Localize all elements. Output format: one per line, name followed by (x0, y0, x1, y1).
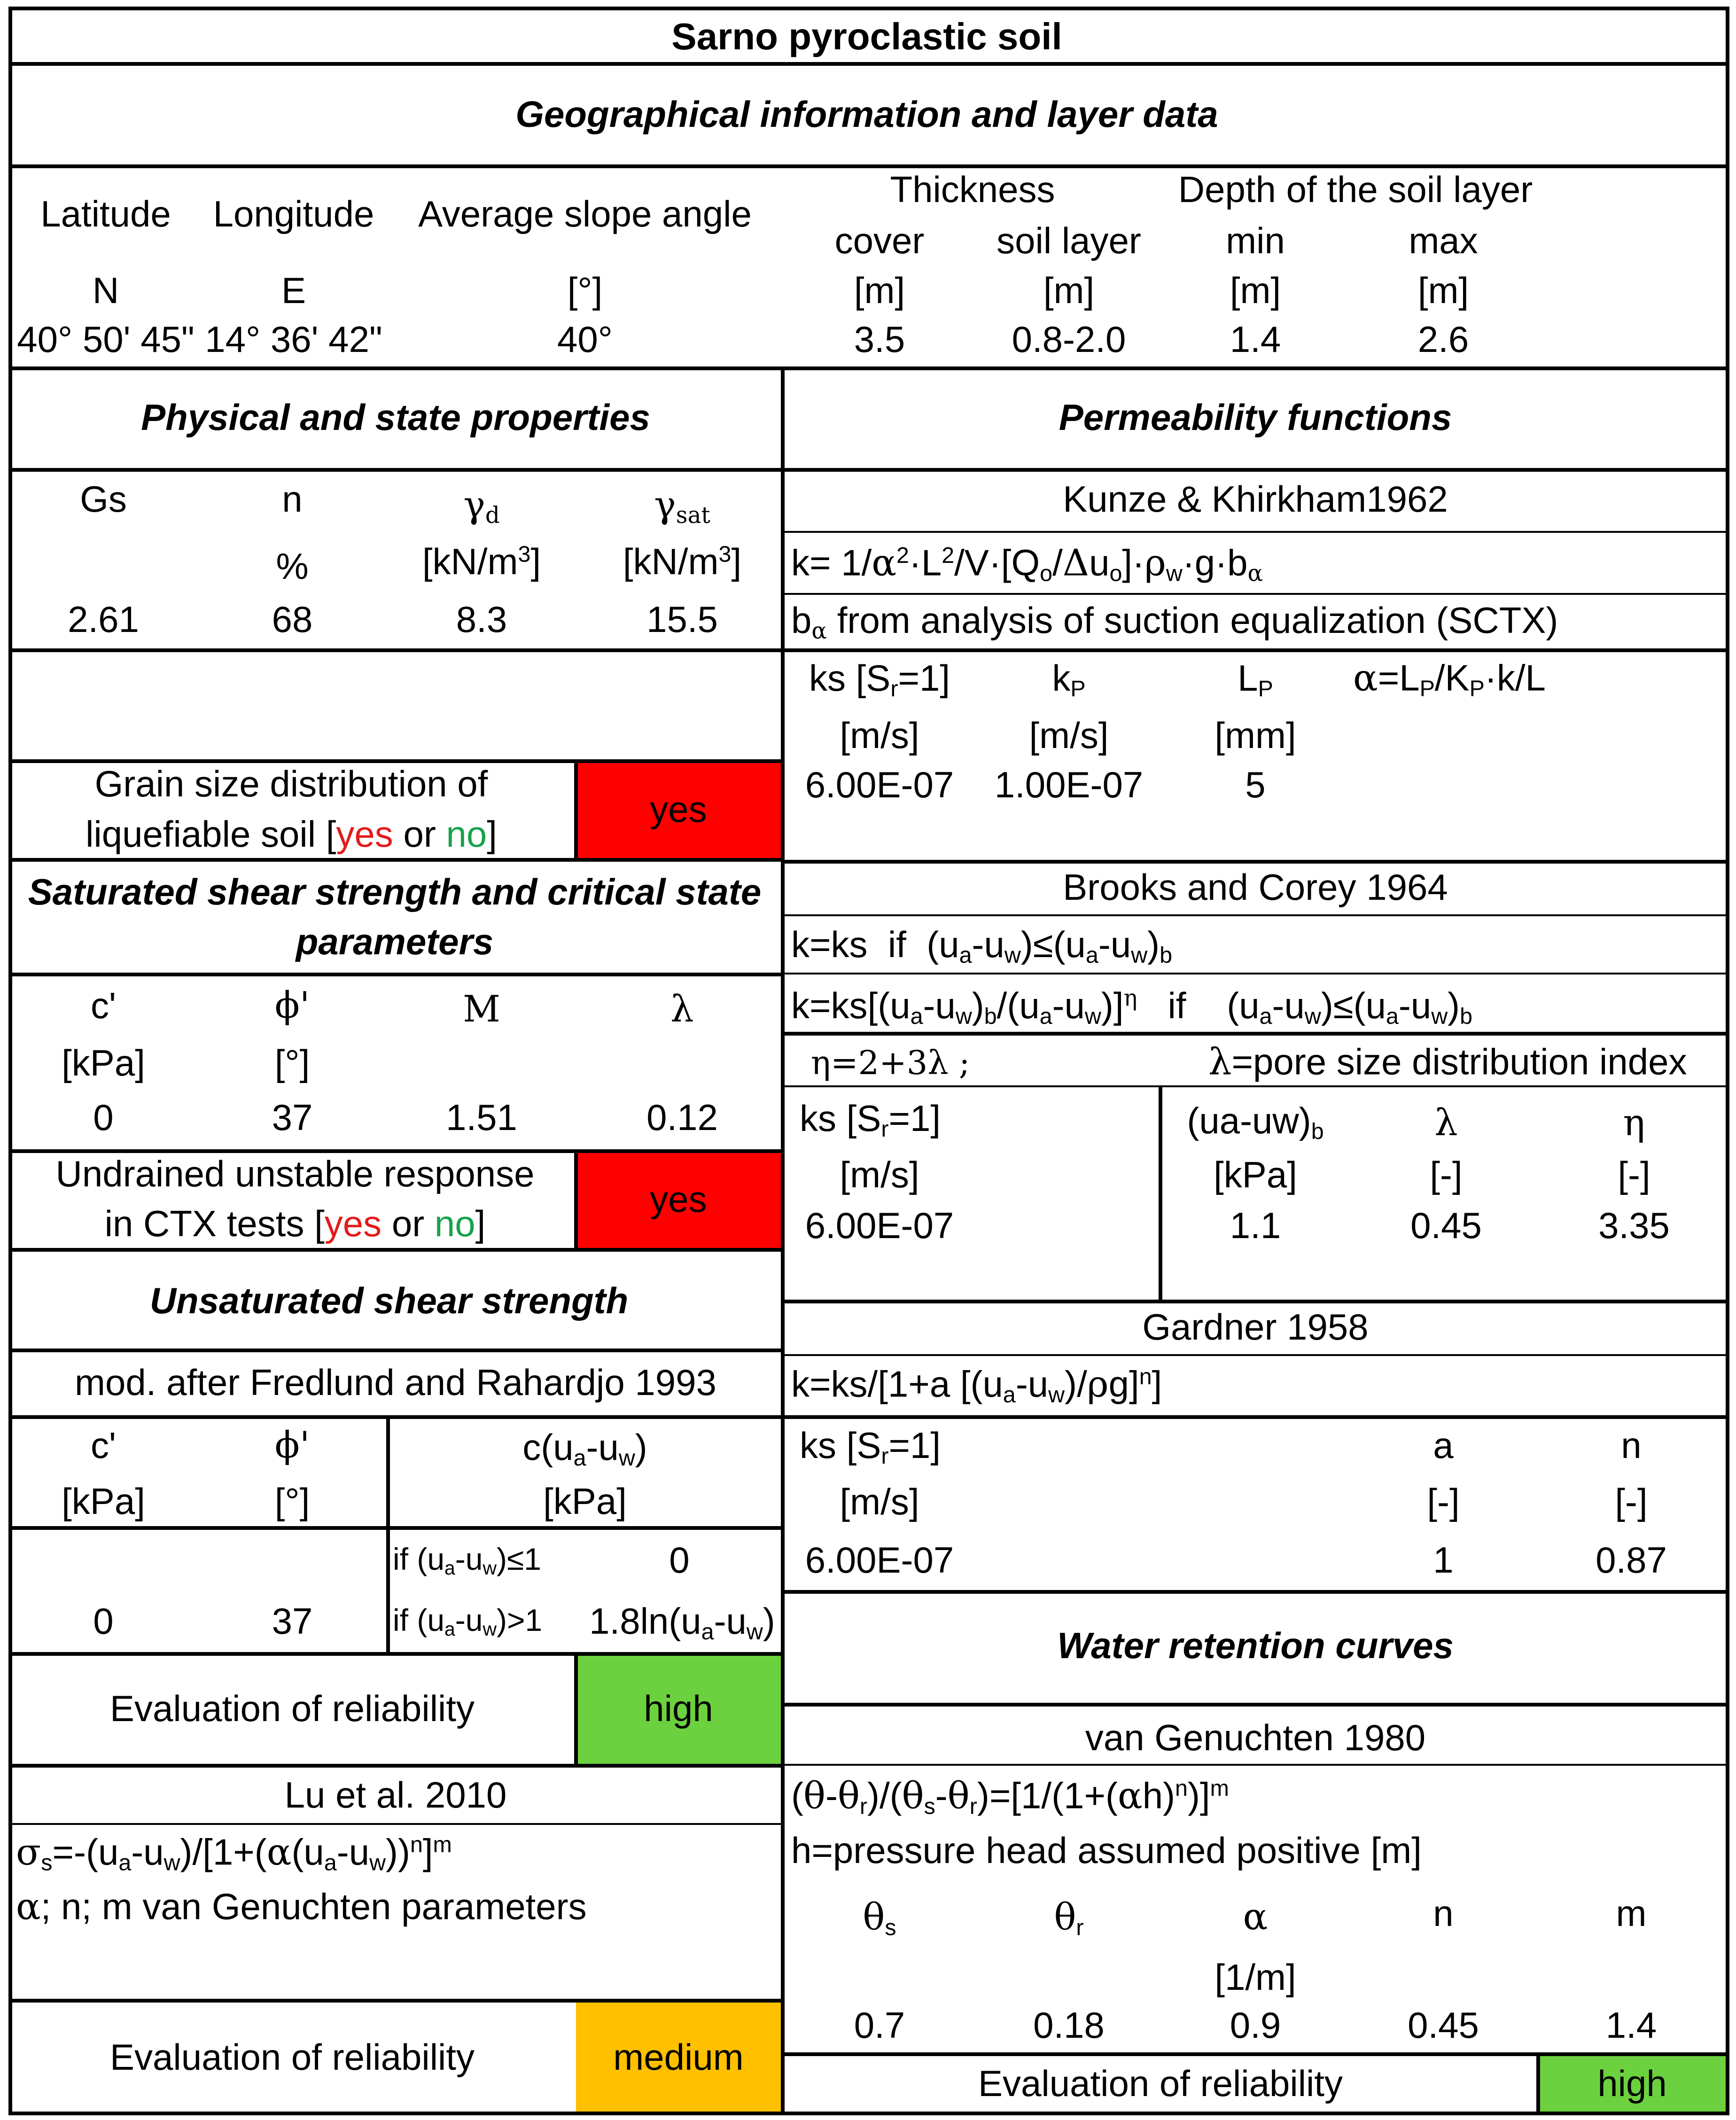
unsaturated-c-value: 0 (93, 1600, 114, 1642)
geo-slope-header: Average slope angle (418, 193, 752, 234)
lu-params-note: α; n; m van Genuchten parameters (16, 1886, 587, 1928)
unsaturated-value-low: 0 (669, 1539, 690, 1581)
unsaturated-condition-high: if $(u_a-u_w)>1$ (393, 1603, 543, 1640)
kunze-kp-unit: [m/s] (1029, 715, 1109, 756)
brooks-uauw-header: $(ua-uw)_b$ (1187, 1100, 1324, 1145)
physical-gs-value: 2.61 (68, 599, 139, 640)
kunze-b-alpha-note: $b_\alpha$ from analysis of suction equalization (SCTX) (791, 600, 1558, 645)
gardner-ks-header: ks $[S_r=1]$ (800, 1425, 941, 1469)
kunze-ks-unit: [m/s] (840, 715, 919, 756)
kunze-lp-unit: [mm] (1214, 715, 1296, 756)
saturated-c-value: 0 (93, 1097, 114, 1138)
saturated-m-header: M (463, 988, 500, 1030)
unsaturated-heading: Unsaturated shear strength (149, 1280, 629, 1321)
geo-depth-min-unit: [m] (1230, 270, 1281, 311)
geo-section-heading: Geographical information and layer data (515, 94, 1218, 135)
undrained-value: yes (650, 1178, 707, 1220)
lu-formula: $\sigma_s=-(u_a-u_w)/[1+(\alpha(u_a-u_w))^n]^m$ (16, 1831, 452, 1876)
saturated-phi-header: ϕ' (274, 984, 310, 1027)
vg-theta-r-header: $\theta_r$ (1054, 1896, 1084, 1941)
gardner-ks-unit: [m/s] (840, 1481, 919, 1522)
reliability-shear-value: high (644, 1688, 713, 1729)
vg-alpha-unit: [1/m] (1214, 1956, 1296, 1998)
gardner-a-unit: [-] (1427, 1481, 1460, 1522)
kunze-formula: $k= 1/\alpha^2\cdot L^2/V\cdot[Q_o/\Delta u_o]\cdot\rho_w\cdot g\cdot b_\alpha$ (791, 542, 1263, 587)
gardner-n-unit: [-] (1615, 1481, 1648, 1522)
vg-theta-s-header: $\theta_s$ (863, 1896, 896, 1941)
physical-gamma-sat-unit: $[kN/m^3]$ (623, 541, 742, 582)
brooks-uauw-unit: [kPa] (1214, 1154, 1297, 1195)
vg-alpha-header: α (1243, 1896, 1268, 1938)
unsaturated-condition-low: if $(u_a-u_w)\le 1$ (393, 1542, 541, 1579)
brooks-lambda-value: 0.45 (1410, 1205, 1482, 1246)
vg-h-note: h=pressure head assumed positive [m] (791, 1830, 1422, 1871)
physical-gamma-d-sub: d (485, 502, 500, 529)
brooks-lambda-note: λ=pore size distribution index (1208, 1041, 1687, 1083)
physical-gs-header: Gs (80, 478, 127, 520)
unsaturated-cua-header: $c(u_a-u_w)$ (522, 1426, 647, 1471)
liquefiable-label-line2: liquefiable soil [yes or no] (86, 813, 497, 855)
kunze-kp-header: $k_P$ (1052, 657, 1086, 702)
geo-cover-header: cover (834, 220, 925, 261)
brooks-eta-formula: η=2+3λ ; (811, 1044, 970, 1082)
reliability-retention-label: Evaluation of reliability (978, 2063, 1343, 2104)
saturated-m-value: 1.51 (446, 1097, 517, 1138)
geo-depth-min-value: 1.4 (1230, 319, 1281, 360)
lu-heading: Lu et al. 2010 (284, 1774, 507, 1816)
kunze-ks-header: ks $[S_r=1]$ (809, 657, 950, 702)
unsaturated-phi-header: ϕ' (274, 1424, 310, 1466)
physical-gamma-d-value: 8.3 (456, 599, 507, 640)
vg-theta-s-value: 0.7 (854, 2004, 905, 2046)
geo-depth-header: Depth of the soil layer (1178, 169, 1533, 210)
reliability-lu-label: Evaluation of reliability (109, 2036, 475, 2078)
reliability-retention-value: high (1597, 2063, 1667, 2104)
brooks-eta-header: η (1623, 1102, 1645, 1144)
unsaturated-c-header: c' (91, 1425, 116, 1466)
physical-section-heading: Physical and state properties (141, 397, 650, 438)
geo-depth-max-header: max (1409, 220, 1478, 261)
gardner-a-header: a (1433, 1425, 1454, 1466)
unsaturated-phi-value: 37 (272, 1600, 313, 1642)
vg-n-value: 0.45 (1408, 2004, 1479, 2046)
brooks-lambda-header: λ (1434, 1102, 1458, 1144)
geo-cover-unit: [m] (854, 270, 905, 311)
geo-depth-max-value: 2.6 (1417, 319, 1469, 360)
gardner-heading: Gardner 1958 (1142, 1306, 1369, 1348)
geo-cover-value: 3.5 (854, 319, 905, 360)
saturated-heading-line2: parameters (296, 921, 494, 962)
brooks-eta-value: 3.35 (1598, 1205, 1670, 1246)
vg-m-header: m (1616, 1893, 1647, 1934)
geo-depth-min-header: min (1226, 220, 1285, 261)
geo-depth-max-unit: [m] (1417, 270, 1469, 311)
undrained-label-line2: in CTX tests [yes or no] (104, 1203, 486, 1244)
saturated-lambda-value: 0.12 (646, 1097, 718, 1138)
kunze-alpha-formula: $\alpha=L_P/K_P\cdot k/L$ (1353, 657, 1546, 701)
vg-formula: $(\theta-\theta_r)/(\theta_s-\theta_r)=[1/(1+(\alpha h)^n)]^m$ (791, 1775, 1229, 1819)
physical-n-header: n (282, 478, 303, 520)
sheet-title: Sarno pyroclastic soil (671, 16, 1062, 57)
geo-longitude-value: 14° 36' 42" (205, 319, 382, 360)
vg-n-header: n (1433, 1893, 1454, 1934)
gardner-ks-value: 6.00E-07 (805, 1539, 954, 1581)
brooks-formula-1: k=ks if $(u_a-u_w)\le(u_a-u_w)_b$ (791, 924, 1173, 968)
saturated-c-unit: [kPa] (62, 1042, 145, 1083)
geo-longitude-header: Longitude (213, 193, 374, 234)
liquefiable-label-line1: Grain size distribution of (94, 763, 488, 804)
geo-soil-layer-unit: [m] (1043, 270, 1095, 311)
kunze-heading: Kunze & Khirkham1962 (1063, 478, 1448, 520)
geo-slope-value: 40° (557, 319, 613, 360)
gardner-n-value: 0.87 (1596, 1539, 1667, 1581)
physical-gamma-sat-value: 15.5 (646, 599, 718, 640)
unsaturated-phi-unit: [°] (274, 1481, 310, 1522)
reliability-shear-label: Evaluation of reliability (109, 1688, 475, 1729)
gardner-n-header: n (1621, 1425, 1642, 1466)
physical-n-value: 68 (272, 599, 313, 640)
brooks-ks-unit: [m/s] (840, 1154, 919, 1195)
physical-gamma-sat-header: $\gamma_{sat}$ (654, 484, 710, 529)
unsaturated-c-unit: [kPa] (62, 1481, 145, 1522)
saturated-lambda-header: λ (670, 988, 694, 1030)
brooks-lambda-unit: [-] (1430, 1154, 1463, 1195)
saturated-heading-line1: Saturated shear strength and critical state (28, 871, 762, 912)
saturated-c-header: c' (91, 985, 116, 1026)
kunze-ks-value: 6.00E-07 (805, 764, 954, 805)
physical-n-unit: % (276, 546, 309, 587)
geo-latitude-unit: N (92, 270, 119, 311)
saturated-phi-value: 37 (272, 1097, 313, 1138)
kunze-lp-value: 5 (1245, 764, 1266, 805)
geo-longitude-unit: E (281, 270, 306, 311)
geo-thickness-header: Thickness (890, 169, 1055, 210)
brooks-uauw-value: 1.1 (1230, 1205, 1281, 1246)
geo-slope-unit: [°] (567, 270, 603, 311)
brooks-ks-header: ks $[S_r=1]$ (800, 1098, 941, 1142)
geo-soil-layer-value: 0.8-2.0 (1012, 319, 1126, 360)
geo-latitude-value: 40° 50' 45" (17, 319, 195, 360)
unsaturated-value-high: $1.8\ln(u_a-u_w)$ (589, 1600, 775, 1645)
vg-m-value: 1.4 (1605, 2004, 1657, 2046)
brooks-heading: Brooks and Corey 1964 (1063, 866, 1448, 908)
retention-heading: Water retention curves (1057, 1625, 1454, 1666)
vg-heading: van Genuchten 1980 (1085, 1717, 1426, 1758)
permeability-heading: Permeability functions (1059, 397, 1452, 438)
physical-gamma-d-header: $\gamma_d$ (463, 484, 500, 529)
gardner-formula: k=ks/[1+a $[(u_a-u_w)/\rho g]^n$] (791, 1363, 1162, 1408)
geo-soil-layer-header: soil layer (996, 220, 1141, 261)
undrained-label-line1: Undrained unstable response (55, 1153, 535, 1194)
vg-theta-r-value: 0.18 (1033, 2004, 1105, 2046)
reliability-lu-value: medium (613, 2036, 744, 2078)
physical-gamma-d-unit: $[kN/m^3]$ (422, 541, 541, 582)
unsaturated-cua-unit: [kPa] (543, 1481, 627, 1522)
brooks-eta-unit: [-] (1618, 1154, 1650, 1195)
brooks-ks-value: 6.00E-07 (805, 1205, 954, 1246)
physical-gamma-sat-sub: sat (676, 502, 710, 529)
saturated-phi-unit: [°] (274, 1042, 310, 1083)
gardner-a-value: 1 (1433, 1539, 1454, 1581)
brooks-formula-2: $k=ks[(u_a-u_w)_b/(u_a-u_w)]^\eta$ if $(u_a-u_w)\le(u_a-u_w)_b$ (791, 985, 1473, 1029)
kunze-kp-value: 1.00E-07 (994, 764, 1144, 805)
kunze-lp-header: $L_P$ (1238, 657, 1273, 702)
geo-latitude-header: Latitude (40, 193, 171, 234)
vg-alpha-value: 0.9 (1230, 2004, 1281, 2046)
unsaturated-model: mod. after Fredlund and Rahardjo 1993 (75, 1362, 716, 1403)
liquefiable-value: yes (650, 788, 707, 830)
